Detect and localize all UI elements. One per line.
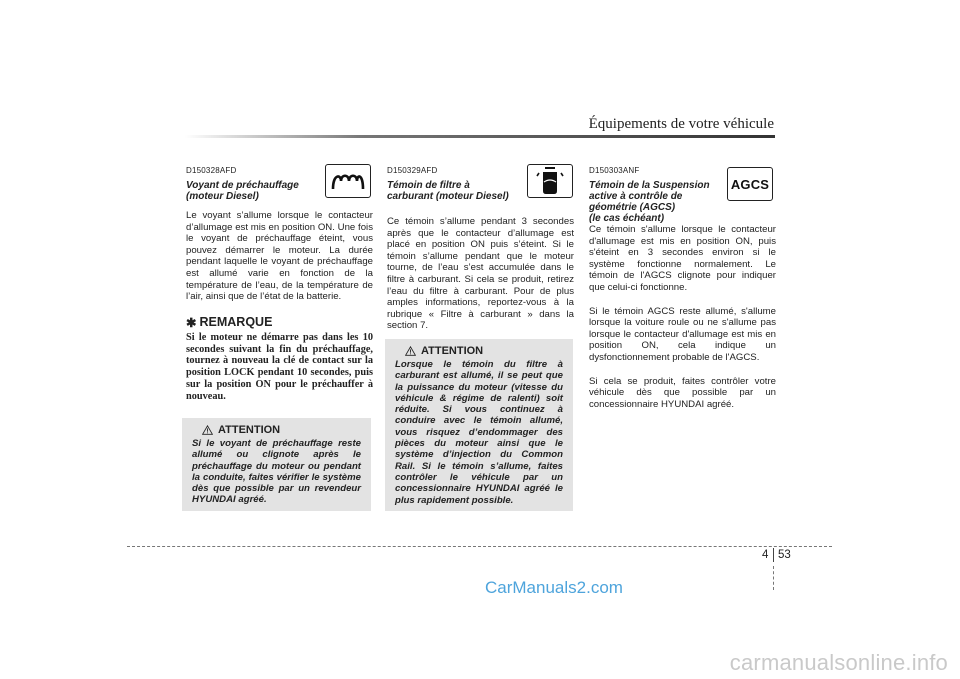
header-rule: [185, 135, 775, 138]
section-code: D150329AFD: [387, 166, 438, 175]
chapter-number: 4: [762, 549, 769, 561]
glow-plug-icon: [325, 164, 371, 198]
section-title-line: géométrie (AGCS): [589, 202, 676, 213]
attention-text: Si le voyant de préchauffage reste allumé ou clignote après le préchauffage du moteur ou pendant la conduite, faites vérifier le système dès que possible par un revendeur HYUNDAI agréé.: [192, 438, 361, 506]
note-heading-label: REMARQUE: [199, 315, 273, 330]
section-body: Si cela se produit, faites contrôler votre véhicule dès que possible par un concessionnaire HYUNDAI agréé.: [589, 375, 776, 410]
fuel-filter-icon: [527, 164, 573, 198]
section-body: Ce témoin s'allume lorsque le contacteur d'allumage est mis en position ON, puis s'éteint en 3 secondes environ si le système fonctionne normalement. Le témoin de l'AGCS clignote pour indiquer que celui-ci fonctionne.: [589, 224, 776, 293]
attention-box: [182, 418, 371, 511]
section-body: Ce témoin s’allume pendant 3 secondes après que le contacteur d’allumage est placé en position ON puis s’éteint. Si le témoin s’allume pendant que le moteur tourne, de l’eau s’est accumulée dans le filtre à carburant. Si cela se produit, retirez l’eau du filtre à carburant. Pour de plus amples informations, reportez-vous à la rubrique « Filtre à carburant » dans la section 7.: [387, 216, 574, 332]
agcs-icon: [727, 167, 773, 201]
attention-header: [405, 345, 563, 357]
note-text: Si le moteur ne démarre pas dans les 10 secondes suivant la fin du préchauffage, tournez à nouveau la clé de contact sur la position LOCK pendant 10 secondes, puis sur la position ON pour le préchauffer à nouveau.: [186, 331, 373, 402]
section-title-line: (moteur Diesel): [186, 191, 259, 202]
attention-title: ATTENTION: [421, 345, 484, 357]
section-code: D150303ANF: [589, 166, 640, 175]
section-body: Si le témoin AGCS reste allumé, s'allume lorsque la voiture roule ou ne s'allume pas lorsque le contacteur d'allumage est mis en position ON, cela indique un dysfonctionnement probable de l'AGCS.: [589, 305, 776, 363]
page-separator: [773, 548, 774, 562]
section-title-line: carburant (moteur Diesel): [387, 191, 509, 202]
agcs-icon-label: AGCS: [730, 176, 770, 192]
page-header-title: Équipements de votre véhicule: [588, 116, 774, 132]
attention-title: ATTENTION: [218, 424, 281, 436]
section-code: D150328AFD: [186, 166, 237, 175]
note-cross-icon: ✱: [186, 315, 197, 330]
footer-tick: [773, 566, 774, 590]
page-number: 53: [778, 549, 791, 561]
attention-header: [202, 424, 361, 436]
footer-rule: [127, 546, 832, 547]
warning-triangle-icon: [405, 346, 416, 356]
section-agcs: [589, 166, 776, 410]
note-heading: [186, 315, 373, 330]
section-title-line: (le cas échéant): [589, 213, 665, 224]
attention-box: [385, 339, 573, 511]
section-body: Le voyant s’allume lorsque le contacteur d’allumage est mis en position ON. Une fois le voyant de préchauffage éteint, vous pouvez démarrer le moteur. La durée pendant laquelle le voyant de préchauffage est allumé varie en fonction de la température de l’eau, de la température de l’air, ainsi que de l’état de la batterie.: [186, 210, 373, 303]
section-title-line: Témoin de la Suspension: [589, 180, 710, 191]
watermark-bottom: carmanualsonline.info: [729, 650, 948, 675]
section-glow-plug: [186, 166, 373, 403]
warning-triangle-icon: [202, 425, 213, 435]
section-title-line: active à contrôle de: [589, 191, 683, 202]
attention-text: Lorsque le témoin du filtre à carburant est allumé, il se peut que la puissance du moteur (vitesse du véhicule & régime de ralenti) soit réduite. Si vous continuez à conduire avec le témoin allumé, vous risquez d’endommager des pièces du moteur ainsi que le système d’injection du Common Rail. Si le témoin s’allume, faites contrôler le véhicule par un concessionnaire HYUNDAI agréé le plus rapidement possible.: [395, 359, 563, 506]
section-title-line: Voyant de préchauffage: [186, 180, 299, 191]
section-title-line: Témoin de filtre à: [387, 180, 470, 191]
watermark-top: CarManuals2.com: [485, 578, 623, 597]
